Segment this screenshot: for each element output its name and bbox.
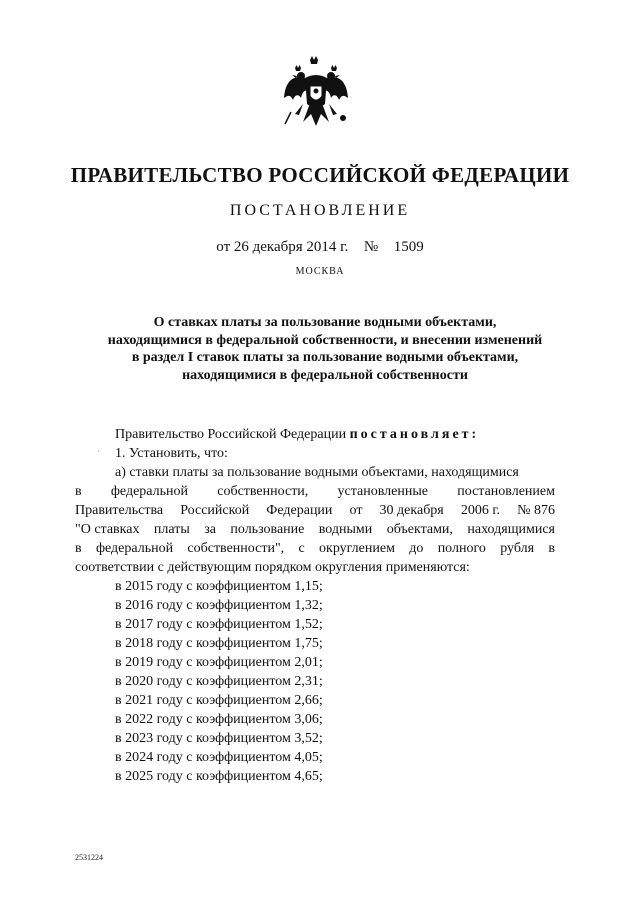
date-number-line xyxy=(0,239,640,256)
word: в xyxy=(75,541,82,556)
word: находящимися xyxy=(467,522,555,537)
preamble-text: Правительство Российской Федерации xyxy=(115,427,347,442)
title-line: О ставках платы за пользование водными объектами, xyxy=(153,315,497,330)
list-item: в 2021 году с коэффициентом 2,66; xyxy=(115,693,323,708)
list-item: в 2016 году с коэффициентом 1,32; xyxy=(115,598,323,613)
word: Правительства xyxy=(75,503,164,518)
word: с xyxy=(298,541,305,556)
preamble-decree: постановляет: xyxy=(349,427,480,442)
coefficient-list xyxy=(75,577,555,786)
subitem-a-line3 xyxy=(75,501,555,520)
word: Российской xyxy=(180,503,250,518)
word: объектами, xyxy=(386,522,453,537)
subitem-a-line6: соответствии с действующим порядком округления применяются: xyxy=(75,560,470,575)
list-item: в 2022 году с коэффициентом 3,06; xyxy=(115,712,323,727)
word: в xyxy=(75,484,82,499)
title-line: находящимися в федеральной собственности, и внесении изменений xyxy=(107,332,543,348)
document-type: ПОСТАНОВЛЕНИЕ xyxy=(229,202,411,219)
word: Федерации xyxy=(266,503,333,518)
word: № 876 xyxy=(517,503,555,518)
word: собственности", xyxy=(187,541,285,556)
word: полного xyxy=(437,541,486,556)
word: от xyxy=(349,503,363,518)
word: 30 декабря xyxy=(379,503,444,518)
item-1: 1. Установить, что: xyxy=(115,446,228,461)
list-item: в 2019 году с коэффициентом 2,01; xyxy=(115,655,323,670)
title-line: в раздел I ставок платы за пользование водными объектами, xyxy=(131,350,519,365)
subitem-a-line5 xyxy=(75,539,555,558)
subitem-a-line1: а) ставки платы за пользование водными объектами, находящимися xyxy=(115,465,519,480)
word: собственности, xyxy=(217,484,309,499)
word: в xyxy=(548,541,555,556)
document-title xyxy=(80,314,570,384)
list-item: в 2017 году с коэффициентом 1,52; xyxy=(115,617,323,632)
document-body xyxy=(75,425,555,786)
word: постановлением xyxy=(457,484,555,499)
number-sign: № xyxy=(363,239,379,255)
margin-mark: · xyxy=(97,447,100,456)
list-item: в 2023 году с коэффициентом 3,52; xyxy=(115,731,323,746)
word: платы xyxy=(153,522,190,537)
list-item: в 2020 году с коэффициентом 2,31; xyxy=(115,674,323,689)
preamble xyxy=(75,425,555,444)
word: федеральной xyxy=(95,541,174,556)
word: пользование xyxy=(230,522,305,537)
footer-code: 2531224 xyxy=(75,853,103,862)
word: округлением xyxy=(319,541,395,556)
word: федеральной xyxy=(110,484,188,499)
list-item: в 2018 году с коэффициентом 1,75; xyxy=(115,636,323,651)
word: 2006 г. xyxy=(460,503,501,518)
document-date: от 26 декабря 2014 г. xyxy=(216,239,349,255)
city: МОСКВА xyxy=(295,266,345,277)
government-title: ПРАВИТЕЛЬСТВО РОССИЙСКОЙ ФЕДЕРАЦИИ xyxy=(70,163,570,187)
double-headed-eagle-icon xyxy=(281,54,351,132)
emblem xyxy=(276,50,356,136)
list-item: в 2025 году с коэффициентом 4,65; xyxy=(115,769,323,784)
word: за xyxy=(204,522,216,537)
word: установленные xyxy=(337,484,428,499)
title-line: находящимися в федеральной собственности xyxy=(182,367,468,383)
word: "О ставках xyxy=(75,522,140,537)
list-item: в 2015 году с коэффициентом 1,15; xyxy=(115,579,323,594)
subitem-a-line4 xyxy=(75,520,555,539)
word: водными xyxy=(318,522,373,537)
document-number: 1509 xyxy=(393,239,424,255)
list-item: в 2024 году с коэффициентом 4,05; xyxy=(115,750,323,765)
subitem-a-line2 xyxy=(75,482,555,501)
word: рубля xyxy=(500,541,535,556)
word: до xyxy=(409,541,424,556)
